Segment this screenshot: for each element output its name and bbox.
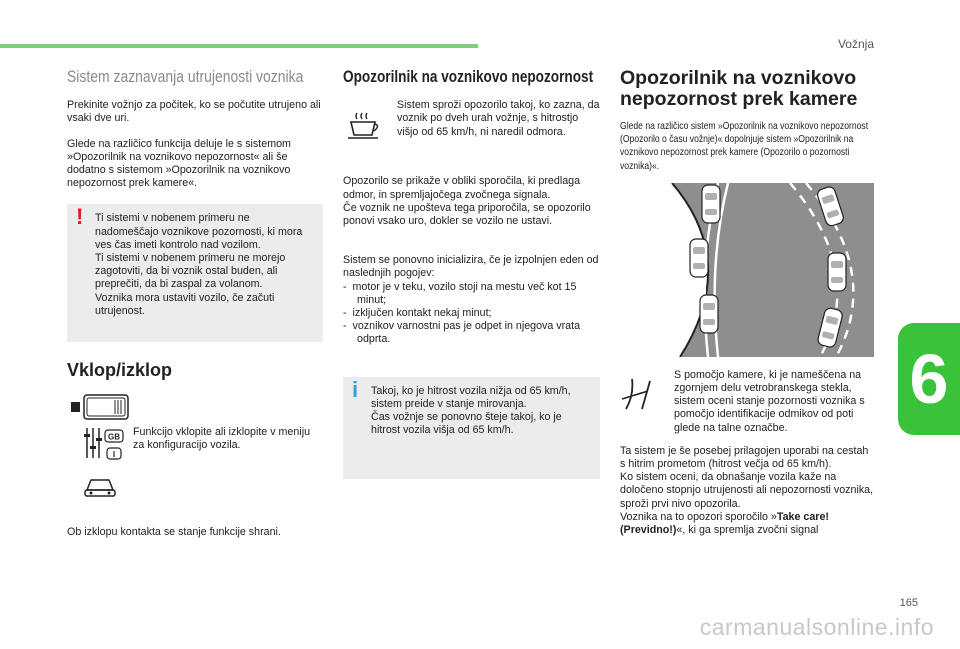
title-line-1: Opozorilnik na voznikovo	[620, 67, 857, 89]
chapter-tab[interactable]	[898, 323, 960, 435]
condition-item: - izključen kontakt nekaj minut;	[343, 307, 492, 320]
condition-item: - voznikov varnostni pas je odpet in njegova vrata odprta.	[343, 320, 581, 346]
car-icon	[85, 480, 115, 496]
info-box	[343, 377, 600, 479]
camera-intro: Glede na različico sistem »Opozorilnik na voznikovo nepozornost (Opozorilo o času vožnje)« dopolnjuje sistem »Opozorilnik na voznikovo nepozornost prek kamere (Opozorilo o pozornosti voznika)«.	[620, 121, 869, 172]
camera-para-1: Ta sistem je še posebej prilagojen uporabi na cestah s hitrim prometom (hitrost večja od 65 km/h).	[620, 444, 869, 471]
warning-text-2: Ti sistemi v nobenem primeru ne morejo zagotoviti, da bi voznik ostal buden, ali preprečiti, da bi zaspal za volanom.	[95, 252, 286, 291]
info-icon: i	[352, 376, 359, 402]
top-accent-bar	[0, 44, 478, 48]
info-text-1: Takoj, ko je hitrost vozila nižja od 65 km/h, sistem preide v stanje mirovanja.	[371, 384, 571, 410]
menu-icon	[71, 395, 128, 419]
camera-para-3	[620, 511, 874, 537]
coffee-text: Sistem sproži opozorilo takoj, ko zazna, da voznik po dveh urah vožnje, s hitrostjo višjo od 65 km/h, ni naredil odmora.	[397, 99, 600, 138]
column-camera-inattention	[620, 66, 874, 549]
coffee-row	[343, 99, 600, 145]
car-top-2	[690, 239, 708, 277]
intro-para-1: Prekinite vožnjo za počitek, ko se počutite utrujeno ali vsaki dve uri.	[67, 99, 321, 125]
page-number: 165	[899, 597, 918, 609]
info-text-2: Čas vožnje se ponovno šteje takoj, ko je hitrost vozila višja od 65 km/h.	[371, 411, 562, 437]
warning-text-3: Voznika mora ustaviti vozilo, če začuti utrujenost.	[95, 291, 275, 317]
para3-pre: Voznika na to opozori sporočilo »	[620, 510, 777, 523]
camera-row	[620, 369, 874, 435]
reinit-text: Sistem se ponovno inicializira, če je izpolnjen eden od naslednjih pogojev:	[343, 254, 599, 280]
lane-drift-illustration	[620, 183, 874, 357]
gb-label: GB	[108, 432, 120, 442]
car-top-3	[700, 295, 718, 333]
i-label: I	[112, 449, 116, 459]
warning-icon: !	[76, 204, 84, 230]
lane-drift-svg	[620, 183, 874, 357]
car-top-1	[702, 185, 720, 223]
condition-item: - motor je v teku, vozilo stoji na mestu več kot 15 minut;	[343, 280, 577, 306]
inattention-para-1: Opozorilo se prikaže v obliki sporočila, ki predlaga odmor, in spremljajočega zvočnega signala.	[343, 175, 581, 201]
warning-text-1: Ti sistemi v nobenem primeru ne nadomeščajo voznikove pozornosti, ki mora ves čas imeti kontrolo nad vozilom.	[95, 212, 303, 251]
onoff-row	[67, 394, 323, 508]
section-title-fatigue: Sistem zaznavanja utrujenosti voznika	[67, 67, 304, 86]
onoff-text: Funkcijo vklopite ali izklopite v meniju za konfiguracijo vozila.	[133, 425, 311, 451]
chapter-name: Vožnja	[837, 37, 874, 51]
column-driver-inattention	[343, 66, 600, 491]
section-title-inattention: Opozorilnik na voznikovo nepozornost	[343, 67, 594, 86]
coffee-cup-icon	[343, 99, 397, 145]
car-top-5	[828, 253, 846, 291]
title-line-2: nepozornost prek kamere	[620, 88, 858, 110]
camera-text: S pomočjo kamere, ki je nameščena na zgornjem delu vetrobranskega stekla, sistem oceni stanje pozornosti voznika s pomočjo identifikacije odmikov od poti glede na talne označbe.	[674, 368, 865, 434]
inattention-para-2: Če voznik ne upošteva tega priporočila, se opozorilo ponovi vsako uro, dokler se vozilo ne ustavi.	[343, 201, 591, 228]
section-title-camera	[620, 68, 874, 110]
take-care-message: Take care! (Previdno!)	[620, 510, 829, 537]
onoff-footer: Ob izklopu kontakta se stanje funkcije shrani.	[67, 525, 281, 538]
menu-config-icons	[67, 394, 133, 504]
onoff-icons	[67, 394, 133, 508]
conditions-list	[343, 281, 600, 347]
chapter-number: 6	[909, 340, 949, 418]
section-title-onoff: Vklop/izklop	[67, 360, 173, 381]
settings-sliders-icon	[84, 428, 123, 459]
watermark: carmanualsonline.info	[699, 614, 934, 640]
column-fatigue-system	[67, 66, 323, 551]
warning-box	[67, 204, 323, 342]
coffee-cup-svg	[343, 111, 383, 141]
para3-post: «, ki ga spremlja zvočni signal	[676, 524, 819, 537]
lane-camera-icon	[620, 369, 674, 415]
camera-para-2: Ko sistem oceni, da obnašanje vozila kaže na določeno stopnjo utrujenosti ali nepozornosti voznika, sproži prvi nivo opozorila.	[620, 471, 874, 510]
lane-camera-svg	[620, 377, 656, 411]
intro-para-2: Glede na različico funkcija deluje le s sistemom »Opozorilnik na voznikovo nepozornost« ali še dodatno s sistemom »Opozorilnik na voznikovo nepozornost prek kamere«.	[67, 137, 291, 190]
